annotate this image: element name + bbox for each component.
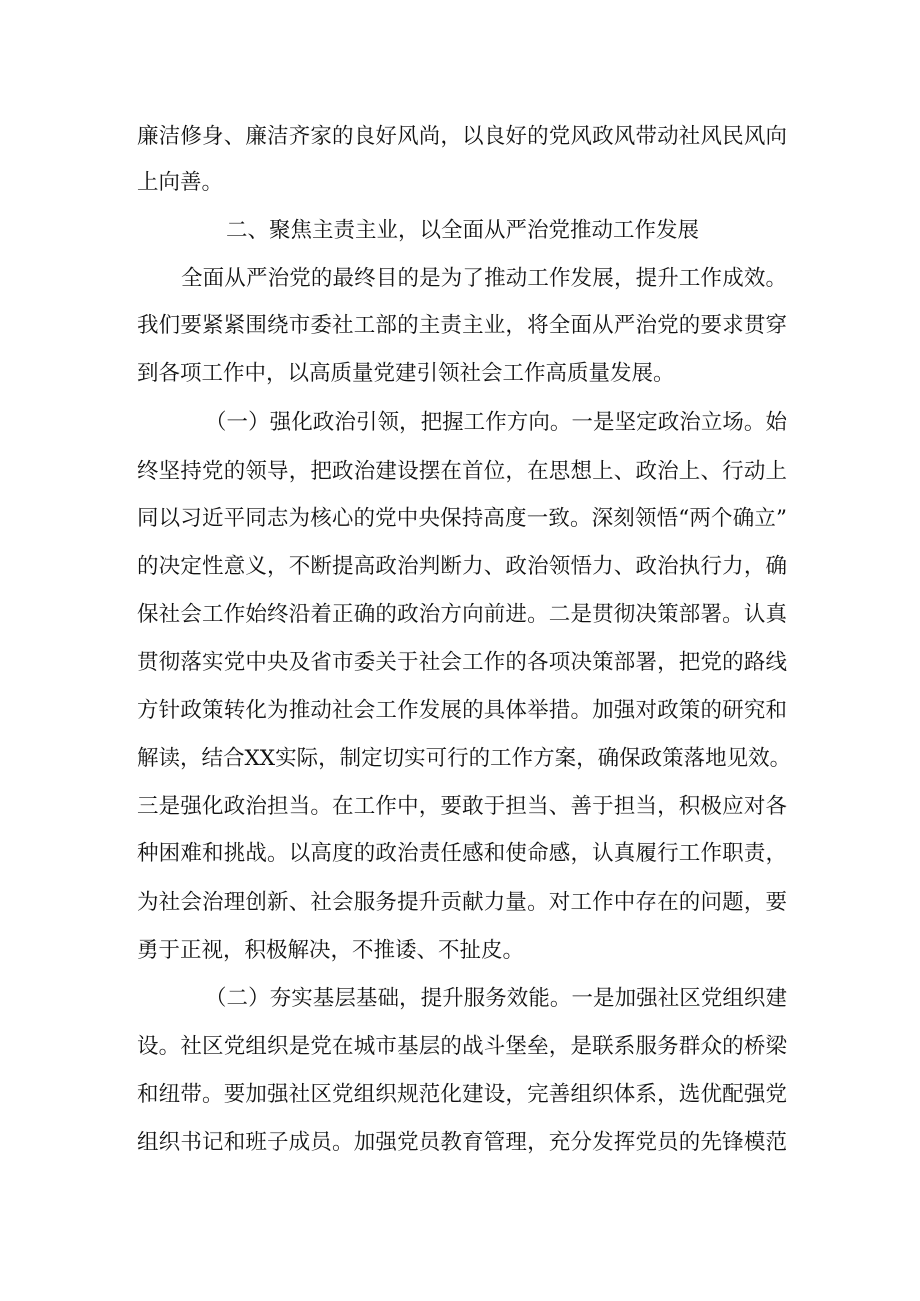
body-text-line: 解读，结合XX实际，制定切实可行的工作方案，确保政策落地见效。: [137, 746, 792, 771]
body-text-line: 廉洁修身、廉洁齐家的良好风尚，以良好的党风政风带动社风民风向: [137, 124, 787, 149]
subsection-heading: （一）强化政治引领，把握工作方向。一是坚定政治立场。始: [205, 410, 787, 435]
paragraph-first-line: 全面从严治党的最终目的是为了推动工作发展，提升工作成效。: [181, 266, 787, 291]
body-text-line: 的决定性意义，不断提高政治判断力、政治领悟力、政治执行力，确: [137, 554, 787, 579]
body-text-line: 贯彻落实党中央及省市委关于社会工作的各项决策部署，把党的路线: [137, 650, 787, 675]
body-text-line: 上向善。: [137, 170, 224, 195]
body-text-line: 为社会治理创新、社会服务提升贡献力量。对工作中存在的问题，要: [137, 890, 787, 915]
body-text-line: 设。社区党组织是党在城市基层的战斗堡垒，是联系服务群众的桥梁: [137, 1034, 787, 1059]
section-heading: 二、聚焦主责主业，以全面从严治党推动工作发展: [226, 218, 700, 243]
body-text-line: 勇于正视，积极解决，不推诿、不扯皮。: [137, 938, 525, 963]
subsection-heading: （二）夯实基层基础，提升服务效能。一是加强社区党组织建: [205, 986, 787, 1011]
body-text-line: 方针政策转化为推动社会工作发展的具体举措。加强对政策的研究和: [137, 698, 787, 723]
body-text-line: 种困难和挑战。以高度的政治责任感和使命感，认真履行工作职责，: [137, 841, 787, 866]
body-text-line: 同以习近平同志为核心的党中央保持高度一致。深刻领悟“两个确立”: [137, 506, 787, 531]
body-text-line: 到各项工作中，以高质量党建引领社会工作高质量发展。: [137, 361, 675, 386]
body-text-line: 和纽带。要加强社区党组织规范化建设，完善组织体系，选优配强党: [137, 1082, 787, 1107]
body-text-line: 终坚持党的领导，把政治建设摆在首位，在思想上、政治上、行动上: [137, 459, 787, 484]
body-text-line: 组织书记和班子成员。加强党员教育管理，充分发挥党员的先锋模范: [137, 1130, 787, 1155]
body-text-line: 我们要紧紧围绕市委社工部的主责主业，将全面从严治党的要求贯穿: [137, 313, 787, 338]
body-text-line: 三是强化政治担当。在工作中，要敢于担当、善于担当，积极应对各: [137, 794, 787, 819]
body-text-line: 保社会工作始终沿着正确的政治方向前进。二是贯彻决策部署。认真: [137, 602, 787, 627]
